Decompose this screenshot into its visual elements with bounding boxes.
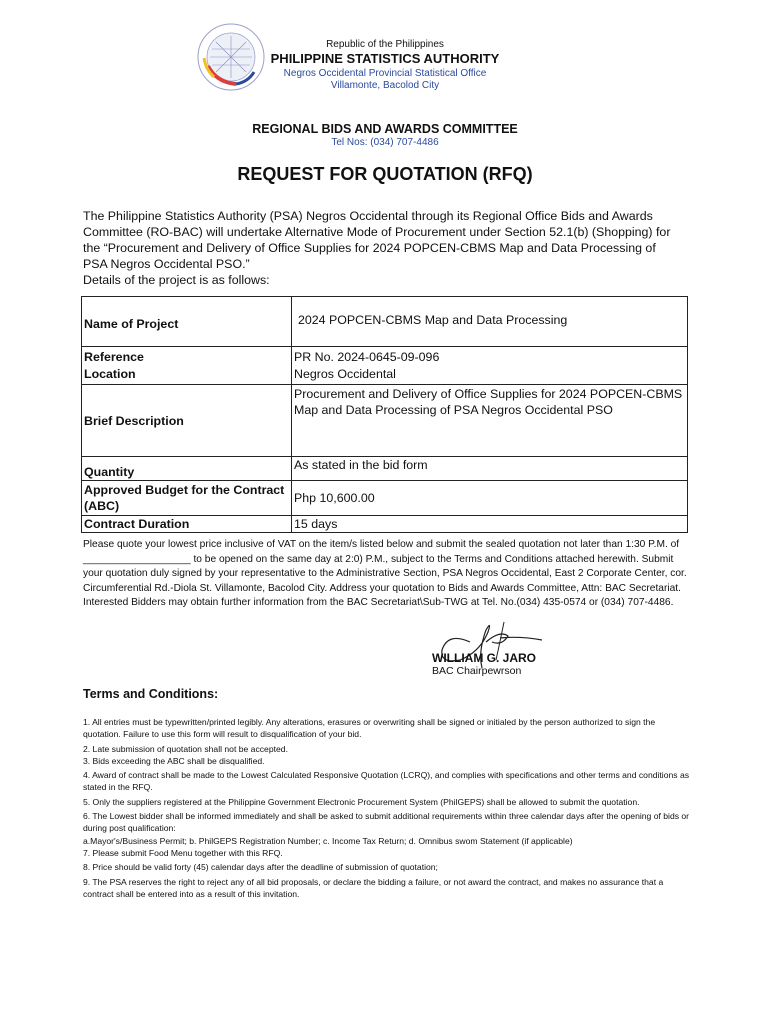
duration-label: Contract Duration — [82, 516, 292, 533]
list-item: 3. Bids exceeding the ABC shall be disqualified. — [83, 755, 265, 766]
table-row — [82, 457, 688, 481]
list-item: 2. Late submission of quotation shall not be accepted. — [83, 743, 288, 754]
list-item: 5. Only the suppliers registered at the Philippine Government Electronic Procurement System (PhilGEPS) shall be allowed to submit the quotation. — [83, 796, 640, 807]
intro-section — [83, 208, 683, 288]
duration-value: 15 days — [292, 516, 688, 533]
table-row — [82, 385, 688, 457]
list-item: 6. The Lowest bidder shall be informed immediately and shall be asked to submit additional requirements within three calendar days after the opening of bids or during post qualification: — [83, 811, 690, 834]
page-title: REQUEST FOR QUOTATION (RFQ) — [237, 164, 533, 184]
reference-label: Reference — [84, 350, 144, 364]
list-item: 7. Please submit Food Menu together with this RFQ. — [83, 847, 283, 858]
list-item: 1. All entries must be typewritten/printed legibly. Any alterations, erasures or overwriting shall be signed or initialed by the person authorized to sign the quotation. Failure to use this form will result to disqualification of your bid. — [83, 717, 656, 740]
list-item: 4. Award of contract shall be made to the Lowest Calculated Responsive Quotation (LCRQ), and complies with specifications and other terms and conditions as stated in the RFQ. — [83, 770, 690, 793]
list-item: a.Mayor's/Business Permit; b. PhilGEPS Registration Number; c. Income Tax Return; d. Omnibus swom Statement (if applicable) — [83, 835, 573, 846]
quote-instructions: Please quote your lowest price inclusive of VAT on the item/s listed below and submit the sealed quotation not later than 1:30 P.M. of ___________________ to be opened on the same day at 2:0) P.M., subject to the Terms and Conditions attached herewith. Submit your quotation duly signed by your representative to the Administrative Section, PSA Negros Occidental, East 2 Corporate Center, cor. Circumferential Rd.-Diola St. Villamonte, Bacolod City. Address your quotation to Bids and Awards Committee, Attn: BAC Secretariat. Interested Bidders may obtain further information from the BAC Secretariat\Sub-TWG at Tel. No.(034) 435-0574 or (034) 707-4486. — [83, 539, 687, 608]
abc-value: Php 10,600.00 — [292, 481, 688, 516]
committee-name: REGIONAL BIDS AND AWARDS COMMITTEE — [252, 122, 518, 136]
table-row — [82, 516, 688, 533]
office-name: Negros Occidental Provincial Statistical Office — [283, 68, 487, 79]
table-row — [82, 481, 688, 516]
republic-text: Republic of the Philippines — [326, 39, 444, 50]
reference-value: PR No. 2024-0645-09-096 — [294, 350, 440, 364]
project-name-label: Name of Project — [82, 297, 292, 347]
description-value: Procurement and Delivery of Office Supplies for 2024 POPCEN-CBMS Map and Data Processing of PSA Negros Occidental PSO — [292, 385, 688, 457]
table-row — [82, 347, 688, 385]
committee-tel: Tel Nos: (034) 707-4486 — [331, 137, 439, 148]
agency-name: PHILIPPINE STATISTICS AUTHORITY — [270, 51, 500, 66]
intro-details: Details of the project is as follows: — [83, 273, 270, 287]
terms-list — [83, 716, 693, 902]
terms-heading: Terms and Conditions: — [83, 687, 219, 701]
list-item: 9. The PSA reserves the right to reject any of all bid proposals, or declare the bidding a failure, or not award the contract, and makes no assurance that a contract shall be entered into as a result of this invitation. — [83, 876, 664, 899]
project-name-value: 2024 POPCEN-CBMS Map and Data Processing — [292, 297, 688, 347]
list-item: 8. Price should be valid forty (45) calendar days after the deadline of submission of quotation; — [83, 862, 438, 873]
location-value: Negros Occidental — [294, 367, 396, 381]
quantity-value: As stated in the bid form — [292, 457, 688, 481]
quantity-label: Quantity — [82, 457, 292, 481]
signatory-name: WILLIAM G. JARO — [432, 651, 536, 665]
intro-paragraph: The Philippine Statistics Authority (PSA) Negros Occidental through its Regional Office Bids and Awards Committee (RO-BAC) will undertake Alternative Mode of Procurement under Section 52.1(b) (Shopping) for the “Procurement and Delivery of Office Supplies for 2024 POPCEN-CBMS Map and Data Processing of PSA Negros Occidental PSO.” — [83, 209, 671, 271]
description-label: Brief Description — [82, 385, 292, 457]
project-table — [81, 296, 688, 533]
signatory-position: BAC Chairpewrson — [432, 665, 522, 677]
abc-label: Approved Budget for the Contract (ABC) — [82, 481, 292, 516]
table-row — [82, 297, 688, 347]
location-label: Location — [84, 367, 136, 381]
office-location: Villamonte, Bacolod City — [330, 80, 440, 91]
